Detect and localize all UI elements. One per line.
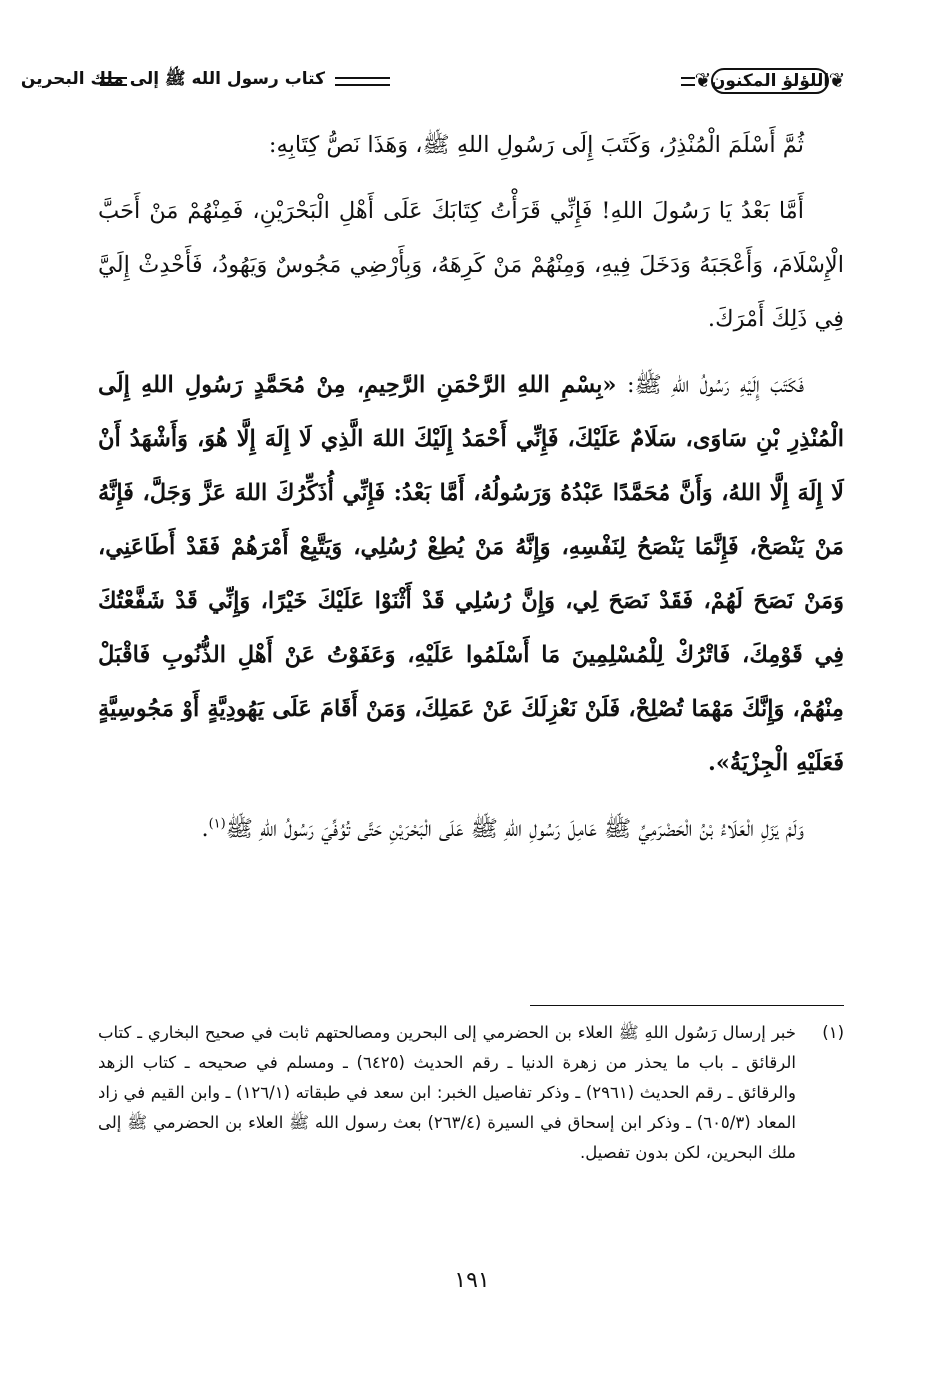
paragraph: [98, 358, 844, 790]
footnote-marker: (١): [822, 1023, 844, 1042]
chapter-running-title: كتاب رسول الله ﷺ إلى ملك البحرين: [20, 69, 325, 89]
paragraph-text: وَلَمْ يَزَلِ الْعَلَاءُ بْنُ الْحَضْرَمِيِّ ﷺ عَامِلَ رَسُولِ اللهِ ﷺ عَلَى الْبَحْرَيْنِ حَتَّى تُوُفِّيَ رَسُولُ اللهِ ﷺ: [225, 816, 804, 842]
paragraph-text: أَمَّا بَعْدُ يَا رَسُولَ اللهِ! فَإِنِّي قَرَأْتُ كِتَابَكَ عَلَى أَهْلِ الْبَحْرَيْنِ، فَمِنْهُمْ مَنْ أَحَبَّ الْإِسْلَامَ، وَأَعْجَبَهُ وَدَخَلَ فِيهِ، وَمِنْهُمْ مَنْ كَرِهَهُ، وَبِأَرْضِي مَجُوسٌ وَيَهُودُ، فَأَحْدِثْ إِلَيَّ فِي ذَلِكَ أَمْرَكَ.: [98, 198, 844, 332]
paragraph: [98, 802, 844, 856]
paragraph-text: ثُمَّ أَسْلَمَ الْمُنْذِرُ، وَكَتَبَ إِلَى رَسُولِ اللهِ ﷺ، وَهَذَا نَصُّ كِتَابِهِ:: [268, 132, 804, 158]
paragraph: [98, 184, 844, 346]
page-number: ١٩١: [454, 1268, 490, 1293]
header-rule: [335, 77, 390, 86]
footnote-text: خبر إرسال رَسُول اللهِ ﷺ العلاء بن الحضرمي إلى البحرين ومصالحتهم ثابت في صحيح البخاري ـ كتاب الرقائق ـ باب ما يحذر من زهرة الدنيا ـ رقم الحديث (٦٤٢٥) ـ ومسلم في صحيحه ـ كتاب الزهد والرقائق ـ رقم الحديث (٢٩٦١) ـ وذكر تفاصيل الخبر: ابن سعد في طبقاته (١٢٦/١) ـ وابن القيم في زاد المعاد (٦٠٥/٣) ـ وذكر ابن إسحاق في السيرة (٢٦٣/٤) بعث رسول الله ﷺ العلاء بن الحضرمي ﷺ إلى ملك البحرين، لكن بدون تفصيل.: [98, 1023, 797, 1162]
footnote-reference[interactable]: (١): [208, 816, 226, 832]
book-title-cartouche: [695, 66, 845, 96]
main-text: [98, 118, 844, 868]
book-title: اللؤلؤ المكنون: [710, 71, 830, 91]
footnotes: [98, 1018, 844, 1168]
footnote: [98, 1018, 844, 1168]
flourish-ornament-icon: ❦: [828, 68, 846, 92]
paragraph: [98, 118, 844, 172]
prophet-letter-quote: «بِسْمِ اللهِ الرَّحْمَنِ الرَّحِيمِ، مِنْ مُحَمَّدٍ رَسُولِ اللهِ إِلَى الْمُنْذِرِ بْنِ سَاوَى، سَلَامٌ عَلَيْكَ، فَإِنِّي أَحْمَدُ إِلَيْكَ اللهَ الَّذِي لَا إِلَهَ إِلَّا هُوَ، وَأَشْهَدُ أَنْ لَا إِلَهَ إِلَّا اللهُ، وَأَنَّ مُحَمَّدًا عَبْدُهُ وَرَسُولُهُ، أَمَّا بَعْدُ: فَإِنِّي أُذَكِّرُكَ اللهَ عَزَّ وَجَلَّ، فَإِنَّهُ مَنْ يَنْصَحْ، فَإِنَّمَا يَنْصَحُ لِنَفْسِهِ، وَإِنَّهُ مَنْ يُطِعْ رُسُلِي، وَيَتَّبِعْ أَمْرَهُمْ فَقَدْ أَطَاعَنِي، وَمَنْ نَصَحَ لَهُمْ، فَقَدْ نَصَحَ لِي، وَإِنَّ رُسُلِي قَدْ أَثْنَوْا عَلَيْكَ خَيْرًا، وَإِنِّي قَدْ شَفَّعْتُكَ فِي قَوْمِكَ، فَاتْرُكْ لِلْمُسْلِمِينَ مَا أَسْلَمُوا عَلَيْهِ، وَعَفَوْتُ عَنْ أَهْلِ الذُّنُوبِ فَاقْبَلْ مِنْهُمْ، وَإِنَّكَ مَهْمَا تُصْلِحْ، فَلَنْ نَعْزِلَكَ عَنْ عَمَلِكَ، وَمَنْ أَقَامَ عَلَى يَهُودِيَّةٍ أَوْ مَجُوسِيَّةٍ فَعَلَيْهِ الْجِزْيَةُ».: [98, 372, 844, 776]
paragraph-end: .: [201, 816, 209, 842]
header-rule: [100, 77, 127, 86]
paragraph-intro: فَكَتَبَ إِلَيْهِ رَسُولُ اللهِ ﷺ:: [616, 372, 805, 398]
flourish-ornament-icon: ❦: [694, 68, 712, 92]
footnote-separator: [530, 1005, 844, 1006]
page-header: [20, 60, 846, 104]
